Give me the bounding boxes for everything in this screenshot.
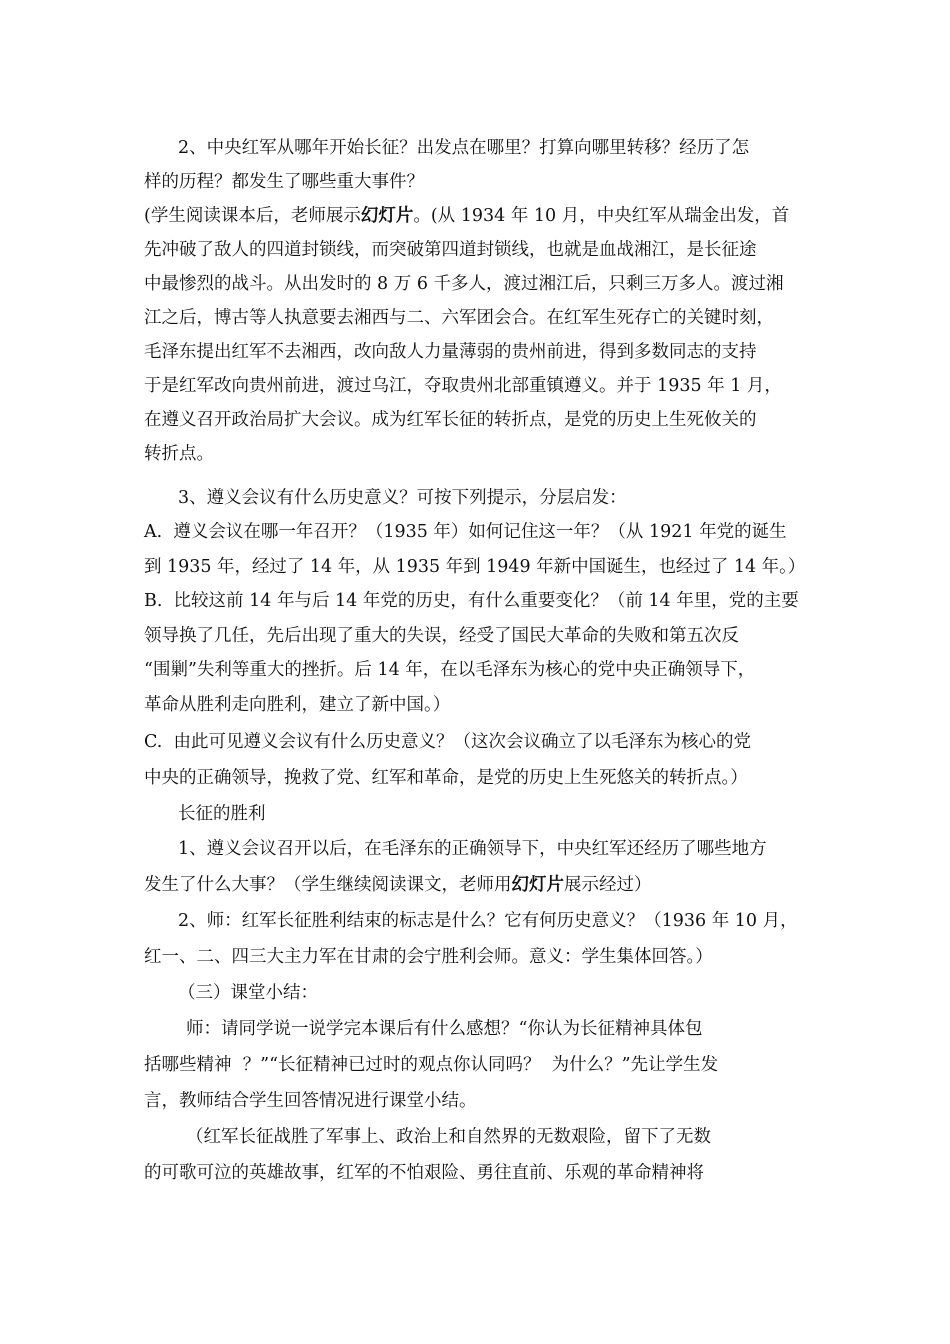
text-line: [144, 941, 806, 973]
text-line: [144, 1085, 806, 1117]
text-segment: 长征的胜利: [178, 804, 266, 824]
text-line: [178, 132, 806, 164]
text-segment: 领导换了几任，先后出现了重大的失误，经受了国民大革命的失败和第五次反: [144, 626, 739, 646]
text-line: [144, 551, 806, 583]
text-segment: 展示经过）: [564, 875, 652, 895]
text-segment: 先冲破了敌人的四道封锁线，而突破第四道封锁线，也就是血战湘江，是长征途: [144, 240, 757, 260]
text-segment: B. 比较这前 14 年与后 14 年党的历史，有什么重要变化？（前 14 年里，党的主要: [144, 591, 799, 611]
text-segment: 革命从胜利走向胜利，建立了新中国。）: [144, 695, 451, 715]
bold-term: 幻灯片: [360, 206, 414, 226]
text-line: [144, 336, 806, 368]
bold-term: 幻灯片: [511, 875, 564, 895]
text-segment: 江之后，博古等人执意要去湘西与二、六军团会合。在红军生死存亡的关键时刻，: [144, 308, 774, 328]
text-segment: C. 由此可见遵义会议有什么历史意义？（这次会议确立了以毛泽东为核心的党: [144, 732, 751, 752]
text-segment: “围剿”失利等重大的挫折。后 14 年，在以毛泽东为核心的党中央正确领导下，: [144, 660, 756, 680]
text-line: [178, 905, 806, 937]
text-segment: 3、遵义会议有什么历史意义？可按下列提示，分层启发：: [178, 488, 627, 508]
text-segment: A. 遵义会议在哪一年召开？（1935 年）如何记住这一年？（从 1921 年党的诞生: [144, 522, 787, 542]
text-line: [178, 977, 806, 1009]
text-line: [144, 689, 806, 721]
text-segment: 中央的正确领导，挽救了党、红军和革命，是党的历史上生死悠关的转折点。）: [144, 768, 748, 788]
text-line: [186, 1013, 806, 1045]
text-line: [144, 654, 806, 686]
text-line: [144, 869, 806, 901]
text-line: [144, 302, 806, 334]
text-line: [144, 585, 806, 617]
text-segment: 转折点。: [144, 444, 214, 464]
text-segment: 毛泽东提出红军不去湘西，改向敌人力量薄弱的贵州前进，得到多数同志的支持: [144, 342, 757, 362]
text-segment: 样的历程？都发生了哪些重大事件？: [144, 172, 424, 192]
text-segment: (学生阅读课本后，老师展示: [144, 206, 361, 226]
text-segment: 红一、二、四三大主力军在甘肃的会宁胜利会师。意义：学生集体回答。）: [144, 947, 713, 967]
text-segment: 的可歌可泣的英雄故事，红军的不怕艰险、勇往直前、乐观的革命精神将: [144, 1163, 704, 1183]
text-segment: 到 1935 年，经过了 14 年，从 1935 年到 1949 年新中国诞生，也经过了 14 年。）: [144, 557, 806, 577]
text-line: [144, 620, 806, 652]
text-line: [144, 438, 806, 470]
text-segment: 发生了什么大事？（学生继续阅读课文，老师用: [144, 875, 512, 895]
text-line: [144, 1157, 806, 1189]
text-line: [144, 268, 806, 300]
text-segment: 括哪些精神 ？”“长征精神已过时的观点你认同吗？ 为什么？”先让学生发: [144, 1055, 719, 1075]
text-segment: （红军长征战胜了军事上、政治上和自然界的无数艰险，留下了无数: [186, 1127, 711, 1147]
text-segment: 言，教师结合学生回答情况进行课堂小结。: [144, 1091, 477, 1111]
text-segment: 2、师：红军长征胜利结束的标志是什么？它有何历史意义？（1936 年 10 月，: [178, 911, 798, 931]
text-line: [178, 833, 806, 865]
text-line: [144, 234, 806, 266]
text-line: [144, 1049, 806, 1081]
text-segment: （三）课堂小结：: [178, 983, 318, 1003]
text-line: [178, 482, 806, 514]
text-line: [144, 200, 806, 232]
text-segment: 师：请同学说一说学完本课后有什么感想？“你认为长征精神具体包: [186, 1019, 703, 1039]
text-segment: 中最惨烈的战斗。从出发时的 8 万 6 千多人，渡过湘江后，只剩三万多人。渡过湘: [144, 274, 784, 294]
text-line: [144, 726, 806, 758]
text-segment: 2、中央红军从哪年开始长征？出发点在哪里？打算向哪里转移？经历了怎: [178, 138, 750, 158]
text-line: [144, 762, 806, 794]
text-segment: 于是红军改向贵州前进，渡过乌江，夺取贵州北部重镇遵义。并于 1935 年 1 月，: [144, 376, 782, 396]
text-segment: 在遵义召开政治局扩大会议。成为红军长征的转折点，是党的历史上生死攸关的: [144, 410, 757, 430]
text-segment: 1、遵义会议召开以后，在毛泽东的正确领导下，中央红军还经历了哪些地方: [178, 839, 767, 859]
text-segment: 。(从 1934 年 10 月，中央红军从瑞金出发，首: [413, 206, 790, 226]
text-line: [178, 798, 806, 830]
text-line: [144, 516, 806, 548]
text-line: [144, 166, 806, 198]
text-line: [186, 1121, 806, 1153]
text-line: [144, 404, 806, 436]
text-line: [144, 370, 806, 402]
